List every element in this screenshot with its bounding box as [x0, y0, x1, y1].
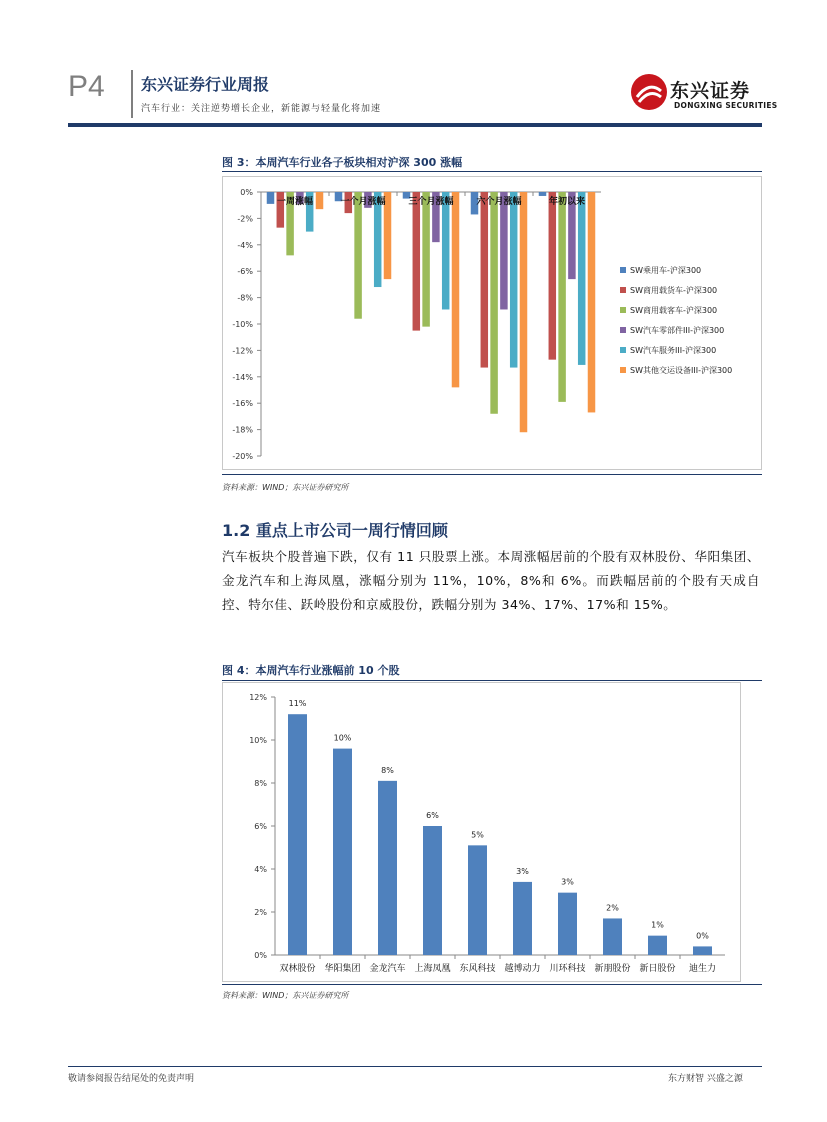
y-tick-label: -16% — [232, 399, 253, 409]
bar — [442, 192, 450, 309]
data-label: 1% — [651, 920, 664, 930]
figure3-title: 图 3：本周汽车行业各子板块相对沪深 300 涨幅 — [222, 156, 463, 169]
bar — [452, 192, 460, 387]
bar — [413, 192, 421, 331]
bar — [549, 192, 557, 360]
report-title: 东兴证券行业周报 — [141, 75, 270, 94]
section-title: 1.2 重点上市公司一周行情回顾 — [222, 521, 448, 540]
legend-label: SW乘用车-沪深300 — [630, 266, 702, 275]
bar — [490, 192, 498, 414]
footer-slogan: 东方财智 兴盛之源 — [668, 1074, 743, 1084]
legend-swatch — [620, 307, 626, 313]
y-tick-label: 8% — [254, 779, 267, 788]
page-number: P4 — [68, 70, 105, 103]
y-tick-label: -6% — [237, 267, 253, 277]
data-label: 0% — [696, 931, 709, 941]
x-tick-label: 新日股份 — [639, 964, 676, 974]
bar — [422, 192, 430, 327]
bar — [520, 192, 528, 432]
bar — [423, 826, 442, 955]
bar — [603, 918, 622, 955]
data-label: 6% — [426, 811, 439, 820]
data-label: 5% — [471, 830, 484, 840]
legend-swatch — [620, 367, 626, 373]
figure4-rule — [222, 680, 762, 681]
legend-label: SW汽车零部件III-沪深300 — [630, 326, 725, 335]
x-tick-label: 越博动力 — [504, 964, 541, 974]
y-tick-label: 2% — [254, 908, 267, 917]
bar — [539, 192, 547, 196]
y-tick-label: 6% — [254, 822, 267, 831]
footer-rule — [68, 1066, 762, 1067]
figure4-chart — [223, 683, 740, 981]
figure3-bottom-rule — [222, 474, 762, 475]
legend-swatch — [620, 267, 626, 273]
section-body: 汽车板块个股普遍下跌，仅有 11 只股票上涨。本周涨幅居前的个股有双林股份、华阳集团、金龙汽车和上海凤凰，涨幅分别为 11%，10%，8%和 6%。而跌幅居前的个股有天成自控、特尔佳、跃岭股份和京威股份，跌幅分别为 34%、17%、17%和 15%。 — [222, 549, 760, 612]
logo-text: 东兴证券 — [670, 80, 751, 102]
legend-swatch — [620, 327, 626, 333]
figure3-chart — [223, 177, 761, 469]
data-label: 11% — [288, 699, 307, 709]
y-tick-label: -8% — [237, 293, 253, 303]
bar — [558, 192, 566, 402]
x-tick-label: 一周涨幅 — [276, 197, 314, 207]
bar — [316, 192, 324, 209]
data-label: 3% — [561, 877, 574, 887]
bar — [378, 781, 397, 955]
footer-disclaimer: 敬请参阅报告结尾处的免责声明 — [68, 1074, 195, 1084]
data-label: 3% — [516, 866, 529, 876]
bar — [481, 192, 489, 368]
x-tick-label: 金龙汽车 — [369, 964, 406, 974]
bar — [500, 192, 508, 309]
x-tick-label: 一个月涨幅 — [340, 197, 386, 207]
x-tick-label: 六个月涨幅 — [476, 197, 522, 207]
figure4-chart-frame — [222, 682, 741, 982]
bar — [588, 192, 596, 412]
x-tick-label: 川环科技 — [549, 964, 586, 974]
figure3-source: 资料来源：WIND；东兴证券研究所 — [222, 483, 349, 492]
data-label: 2% — [606, 903, 619, 913]
x-tick-label: 上海凤凰 — [414, 964, 451, 974]
x-tick-label: 双林股份 — [279, 964, 316, 974]
logo-text-en: DONGXING SECURITIES — [674, 101, 778, 110]
y-tick-label: 0% — [254, 951, 267, 960]
legend-swatch — [620, 287, 626, 293]
figure4-title: 图 4：本周汽车行业涨幅前 10 个股 — [222, 664, 400, 677]
legend-label: SW汽车服务III-沪深300 — [630, 346, 717, 355]
bar — [693, 946, 712, 955]
data-label: 8% — [381, 765, 394, 775]
x-tick-label: 东风科技 — [459, 964, 496, 974]
legend-label: SW商用载货车-沪深300 — [630, 286, 718, 295]
figure3-rule — [222, 171, 762, 172]
y-tick-label: 12% — [249, 693, 267, 702]
bar — [288, 714, 307, 955]
y-tick-label: -18% — [232, 425, 253, 435]
x-tick-label: 新朋股份 — [594, 964, 631, 974]
x-tick-label: 三个月涨幅 — [408, 197, 454, 207]
y-tick-label: 10% — [249, 736, 267, 745]
report-subtitle: 汽车行业：关注逆势增长企业，新能源与轻量化将加速 — [141, 104, 382, 114]
bar — [333, 749, 352, 955]
y-tick-label: 4% — [254, 865, 267, 874]
y-tick-label: -2% — [237, 214, 253, 224]
figure3-chart-frame — [222, 176, 762, 470]
legend-label: SW商用载客车-沪深300 — [630, 306, 718, 315]
bar — [648, 936, 667, 955]
bar — [513, 882, 532, 955]
x-tick-label: 华阳集团 — [324, 964, 361, 974]
bar — [267, 192, 275, 204]
y-tick-label: 0% — [240, 188, 253, 197]
bar — [510, 192, 518, 368]
legend-swatch — [620, 347, 626, 353]
legend-label: SW其他交运设备III-沪深300 — [630, 366, 733, 375]
bar — [578, 192, 586, 365]
header-divider — [131, 70, 133, 118]
bar — [468, 845, 487, 955]
bar — [354, 192, 362, 319]
y-tick-label: -4% — [237, 240, 253, 250]
logo-icon — [630, 73, 668, 115]
figure4-source: 资料来源：WIND；东兴证券研究所 — [222, 991, 349, 1000]
data-label: 10% — [333, 733, 352, 743]
figure4-bottom-rule — [222, 984, 762, 985]
y-tick-label: -10% — [232, 320, 253, 329]
y-tick-label: -12% — [232, 346, 253, 356]
header-rule — [68, 123, 762, 127]
y-tick-label: -14% — [232, 372, 253, 382]
x-tick-label: 年初以来 — [548, 197, 586, 207]
bar — [558, 893, 577, 955]
x-tick-label: 迪生力 — [688, 964, 717, 974]
y-tick-label: -20% — [232, 452, 253, 461]
